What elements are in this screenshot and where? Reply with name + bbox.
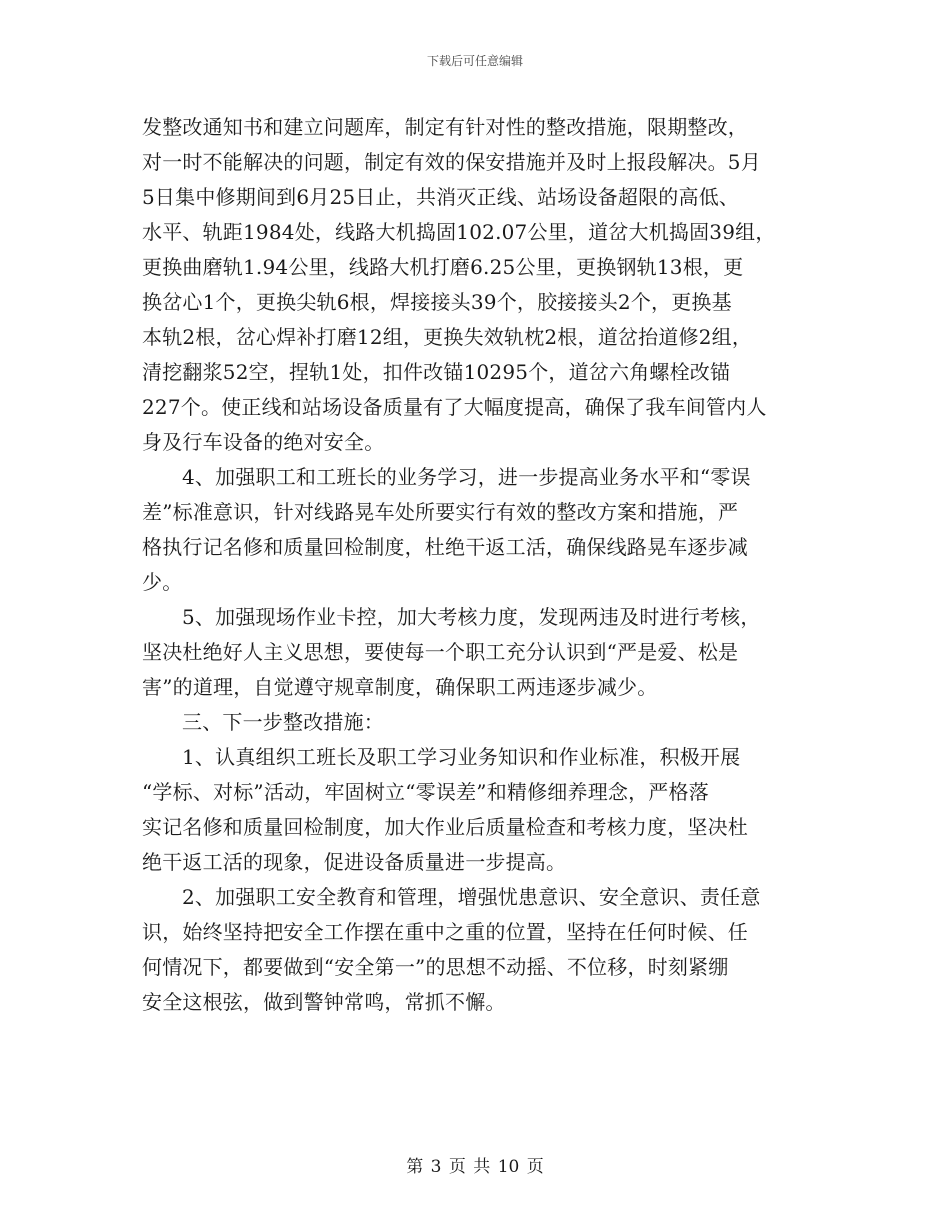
text-line: 何情况下，都要做到“安全第一”的思想不动摇、不位移，时刻紧绷 [142, 955, 729, 979]
document-body [142, 110, 810, 1020]
text-line: 换岔心1个，更换尖轨6根，焊接接头39个，胶接接头2个，更换基 [142, 290, 732, 314]
text-line: 绝干返工活的现象，促进设备质量进一步提高。 [142, 850, 567, 874]
text-line: 水平、轨距1984处，线路大机捣固102.07公里，道岔大机捣固39组， [142, 220, 776, 244]
text-line: 身及行车设备的绝对安全。 [142, 430, 385, 454]
text-line: 少。 [142, 570, 183, 594]
paragraph-start-line: 5、加强现场作业卡控，加大考核力度，发现两违及时进行考核， [182, 605, 761, 629]
text-line: “学标、对标”活动，牢固树立“零误差”和精修细养理念，严格落 [142, 780, 709, 804]
text-line: 本轨2根，岔心焊补打磨12组，更换失效轨枕2根，道岔抬道修2组， [142, 325, 753, 349]
text-line: 识，始终坚持把安全工作摆在重中之重的位置，坚持在任何时候、任 [142, 920, 748, 944]
section-heading: 三、下一步整改措施： [182, 710, 384, 734]
text-line: 227个。使正线和站场设备质量有了大幅度提高，确保了我车间管内人 [142, 395, 767, 419]
text-line: 格执行记名修和质量回检制度，杜绝干返工活，确保线路晃车逐步减 [142, 535, 748, 559]
paragraph-start-line: 2、加强职工安全教育和管理，增强忧患意识、安全意识、责任意 [182, 885, 761, 909]
text-line: 坚决杜绝好人主义思想，要使每一个职工充分认识到“严是爱、松是 [142, 640, 739, 664]
page-number-footer: 第 3 页 共 10 页 [406, 1157, 544, 1177]
text-line: 对一时不能解决的问题，制定有效的保安措施并及时上报段解决。5月 [142, 150, 761, 174]
text-line: 发整改通知书和建立问题库，制定有针对性的整改措施，限期整改， [142, 115, 748, 139]
text-line: 害”的道理，自觉遵守规章制度，确保职工两违逐步减少。 [142, 675, 658, 699]
paragraph-start-line: 4、加强职工和工班长的业务学习，进一步提高业务水平和“零误 [182, 465, 751, 489]
text-line: 更换曲磨轨1.94公里，线路大机打磨6.25公里，更换钢轨13根，更 [142, 255, 744, 279]
text-line: 5日集中修期间到6月25日止，共消灭正线、站场设备超限的高低、 [142, 185, 740, 209]
page-header: 下载后可任意编辑 [426, 54, 523, 68]
text-line: 差”标准意识，针对线路晃车处所要实行有效的整改方案和措施，严 [142, 500, 739, 524]
text-line: 安全这根弦，做到警钟常鸣，常抓不懈。 [142, 990, 506, 1014]
text-line: 清挖翻浆52空，捏轨1处，扣件改锚10295个，道岔六角螺栓改锚 [142, 360, 731, 384]
paragraph-start-line: 1、认真组织工班长及职工学习业务知识和作业标准，积极开展 [182, 745, 741, 769]
text-line: 实记名修和质量回检制度，加大作业后质量检查和考核力度，坚决杜 [142, 815, 748, 839]
